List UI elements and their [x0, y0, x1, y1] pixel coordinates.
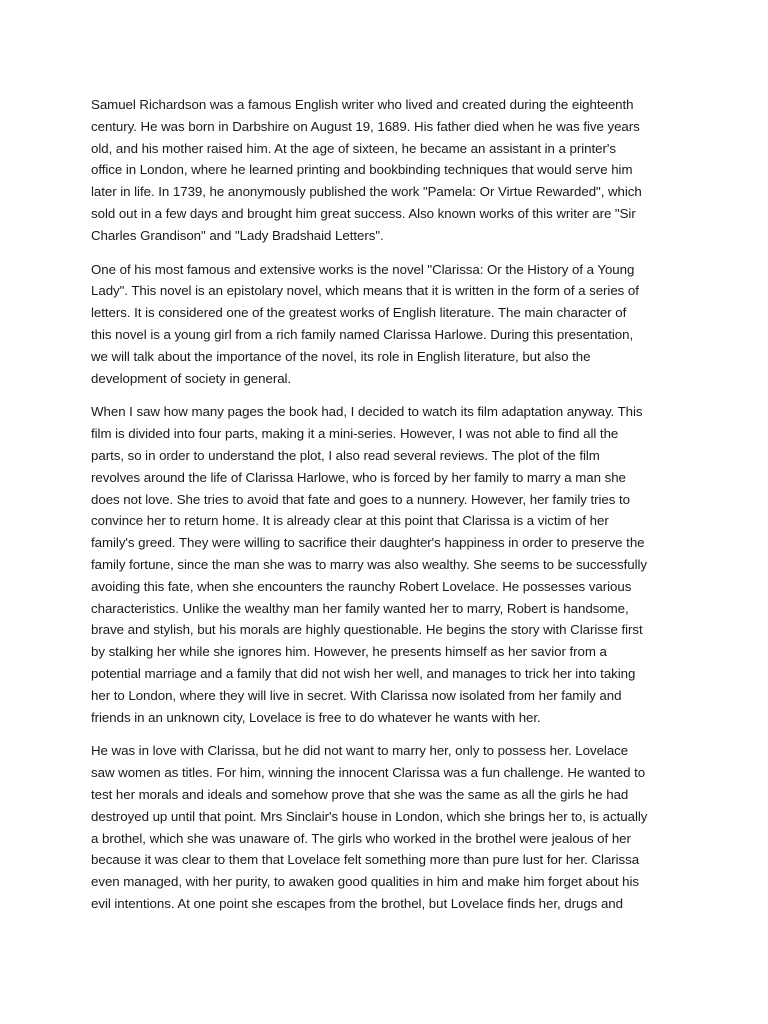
text-line: by stalking her while she ignores him. However, he presents himself as her savior from a: [91, 644, 607, 660]
text-line: century. He was born in Darbshire on August 19, 1689. His father died when he was five years: [91, 118, 640, 134]
text-line: development of society in general.: [91, 370, 292, 386]
text-line: this novel is a young girl from a rich family named Clarissa Harlowe. During this presentation,: [91, 326, 634, 342]
text-line: we will talk about the importance of the novel, its role in English literature, but also the: [91, 348, 591, 364]
text-line: potential marriage and a family that did not wish her well, and manages to trick her into taking: [91, 665, 636, 681]
text-line: When I saw how many pages the book had, I decided to watch its film adaptation anyway. This: [91, 404, 643, 420]
text-line: later in life. In 1739, he anonymously published the work "Pamela: Or Virtue Rewarded", which: [91, 184, 642, 200]
text-line: her to London, where they will live in secret. With Clarissa now isolated from her family and: [91, 687, 622, 703]
text-line: old, and his mother raised him. At the age of sixteen, he became an assistant in a printer's: [91, 140, 616, 156]
text-line: parts, so in order to understand the plot, I also read several reviews. The plot of the film: [91, 447, 600, 463]
text-line: saw women as titles. For him, winning the innocent Clarissa was a fun challenge. He wanted to: [91, 765, 646, 781]
text-line: He was in love with Clarissa, but he did not want to marry her, only to possess her. Lovelace: [91, 743, 629, 759]
paragraph-4: [91, 740, 687, 914]
text-line: family fortune, since the man she was to marry was also wealthy. She seems to be successfully: [91, 556, 648, 572]
text-line: does not love. She tries to avoid that fate and goes to a nunnery. However, her family tries to: [91, 491, 631, 507]
text-line: letters. It is considered one of the greatest works of English literature. The main character of: [91, 305, 627, 321]
text-line: family's greed. They were willing to sacrifice their daughter's happiness in order to preserve the: [91, 535, 645, 551]
text-line: even managed, with her purity, to awaken good qualities in him and make him forget about his: [91, 874, 640, 890]
text-line: revolves around the life of Clarissa Harlowe, who is forced by her family to marry a man she: [91, 469, 626, 485]
text-line: office in London, where he learned printing and bookbinding techniques that would serve him: [91, 162, 633, 178]
text-line: sold out in a few days and brought him great success. Also known works of this writer are "Sir: [91, 205, 636, 221]
paragraph-3: [91, 401, 687, 728]
text-line: evil intentions. At one point she escapes from the brothel, but Lovelace finds her, drugs and: [91, 895, 623, 911]
text-line: test her morals and ideals and somehow prove that she was the same as all the girls he had: [91, 786, 629, 802]
paragraph-1: [91, 94, 687, 247]
document-page: [91, 94, 687, 927]
text-line: avoiding this fate, when she encounters the raunchy Robert Lovelace. He possesses various: [91, 578, 632, 594]
paragraph-2: [91, 259, 687, 390]
text-line: Samuel Richardson was a famous English writer who lived and created during the eighteenth: [91, 97, 634, 112]
text-line: because it was clear to them that Lovelace felt something more than pure lust for her. Clarissa: [91, 852, 640, 868]
text-line: film is divided into four parts, making it a mini-series. However, I was not able to find all the: [91, 426, 619, 442]
text-line: destroyed up until that point. Mrs Sinclair's house in London, which she brings her to, is actually: [91, 808, 648, 824]
text-line: convince her to return home. It is already clear at this point that Clarissa is a victim of her: [91, 513, 609, 529]
text-line: characteristics. Unlike the wealthy man her family wanted her to marry, Robert is handsome,: [91, 600, 629, 616]
text-line: friends in an unknown city, Lovelace is free to do whatever he wants with her.: [91, 709, 541, 725]
text-line: One of his most famous and extensive works is the novel "Clarissa: Or the History of a Young: [91, 261, 635, 277]
text-line: brave and stylish, but his morals are highly questionable. He begins the story with Clarisse first: [91, 622, 643, 638]
text-line: Lady". This novel is an epistolary novel, which means that it is written in the form of a series of: [91, 283, 639, 299]
text-line: Charles Grandison" and "Lady Bradshaid Letters".: [91, 227, 384, 243]
text-line: a brothel, which she was unaware of. The girls who worked in the brothel were jealous of her: [91, 830, 631, 846]
